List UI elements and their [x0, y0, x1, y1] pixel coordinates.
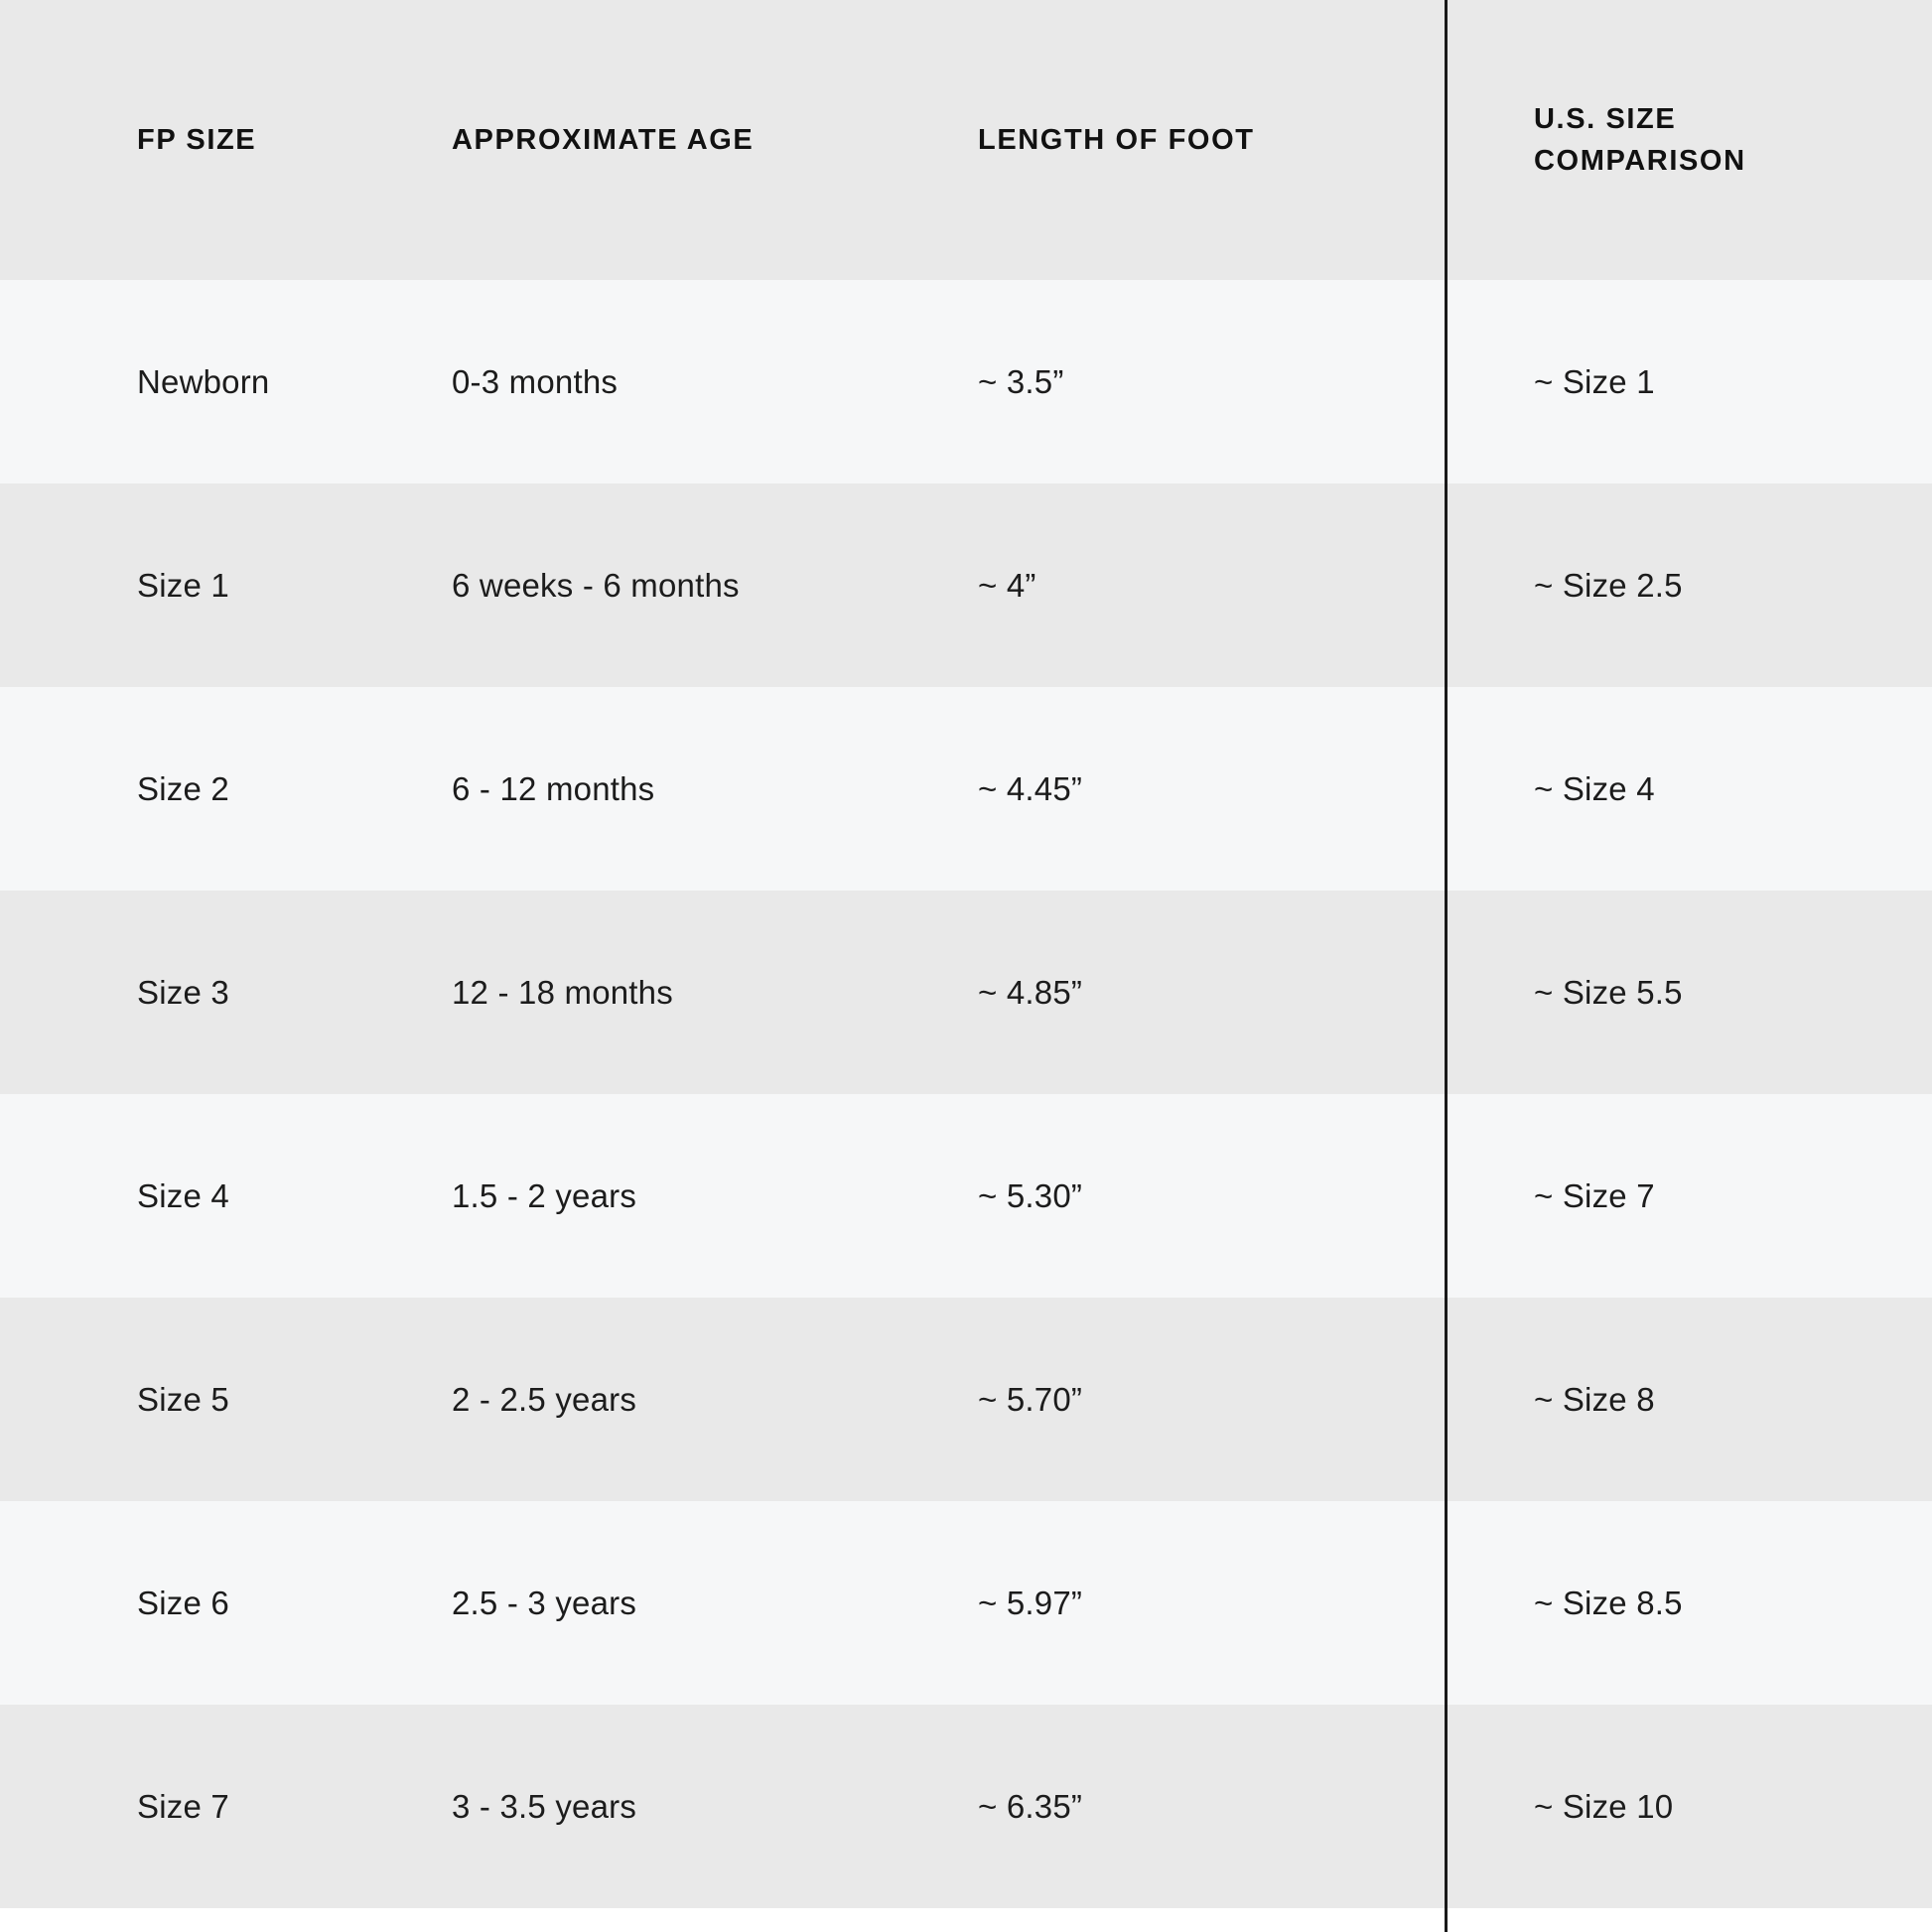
cell-fp-size: Size 5 [0, 1298, 452, 1501]
table-row [0, 1705, 1932, 1908]
cell-approximate-age: 3 - 3.5 years [452, 1705, 978, 1908]
table-row [0, 483, 1932, 687]
cell-approximate-age: 1.5 - 2 years [452, 1094, 978, 1298]
cell-fp-size: Size 4 [0, 1094, 452, 1298]
column-divider-line [1445, 0, 1448, 1932]
cell-length-of-foot: ~ 4.45” [978, 687, 1445, 891]
table-row [0, 280, 1932, 483]
cell-approximate-age: 0-3 months [452, 280, 978, 483]
cell-approximate-age: 6 - 12 months [452, 687, 978, 891]
cell-fp-size: Size 6 [0, 1501, 452, 1705]
cell-length-of-foot: ~ 6.35” [978, 1705, 1445, 1908]
table-row [0, 1094, 1932, 1298]
cell-length-of-foot: ~ 4” [978, 483, 1445, 687]
column-header-fp-size: FP SIZE [0, 0, 452, 280]
column-header-us-size-line1: U.S. SIZE [1534, 102, 1677, 135]
table-row [0, 1298, 1932, 1501]
cell-length-of-foot: ~ 5.30” [978, 1094, 1445, 1298]
cell-length-of-foot: ~ 3.5” [978, 280, 1445, 483]
cell-approximate-age: 2 - 2.5 years [452, 1298, 978, 1501]
cell-length-of-foot: ~ 5.97” [978, 1501, 1445, 1705]
column-header-us-size-comparison [1445, 0, 1932, 280]
table-header-row [0, 0, 1932, 280]
cell-us-size-comparison: ~ Size 8.5 [1445, 1501, 1932, 1705]
cell-fp-size: Size 2 [0, 687, 452, 891]
cell-fp-size: Size 7 [0, 1705, 452, 1908]
cell-fp-size: Newborn [0, 280, 452, 483]
cell-us-size-comparison: ~ Size 5.5 [1445, 891, 1932, 1094]
table-row [0, 1501, 1932, 1705]
cell-us-size-comparison: ~ Size 7 [1445, 1094, 1932, 1298]
column-header-us-size-line2: COMPARISON [1534, 145, 1746, 177]
cell-approximate-age: 6 weeks - 6 months [452, 483, 978, 687]
column-header-length-of-foot: LENGTH OF FOOT [978, 0, 1445, 280]
table-row [0, 891, 1932, 1094]
table-header [0, 0, 1932, 280]
cell-approximate-age: 12 - 18 months [452, 891, 978, 1094]
table-body [0, 280, 1932, 1908]
cell-length-of-foot: ~ 5.70” [978, 1298, 1445, 1501]
cell-length-of-foot: ~ 4.85” [978, 891, 1445, 1094]
cell-approximate-age: 2.5 - 3 years [452, 1501, 978, 1705]
cell-us-size-comparison: ~ Size 2.5 [1445, 483, 1932, 687]
column-header-approximate-age: APPROXIMATE AGE [452, 0, 978, 280]
cell-us-size-comparison: ~ Size 8 [1445, 1298, 1932, 1501]
cell-fp-size: Size 3 [0, 891, 452, 1094]
cell-us-size-comparison: ~ Size 1 [1445, 280, 1932, 483]
cell-us-size-comparison: ~ Size 10 [1445, 1705, 1932, 1908]
table-row [0, 687, 1932, 891]
cell-fp-size: Size 1 [0, 483, 452, 687]
cell-us-size-comparison: ~ Size 4 [1445, 687, 1932, 891]
